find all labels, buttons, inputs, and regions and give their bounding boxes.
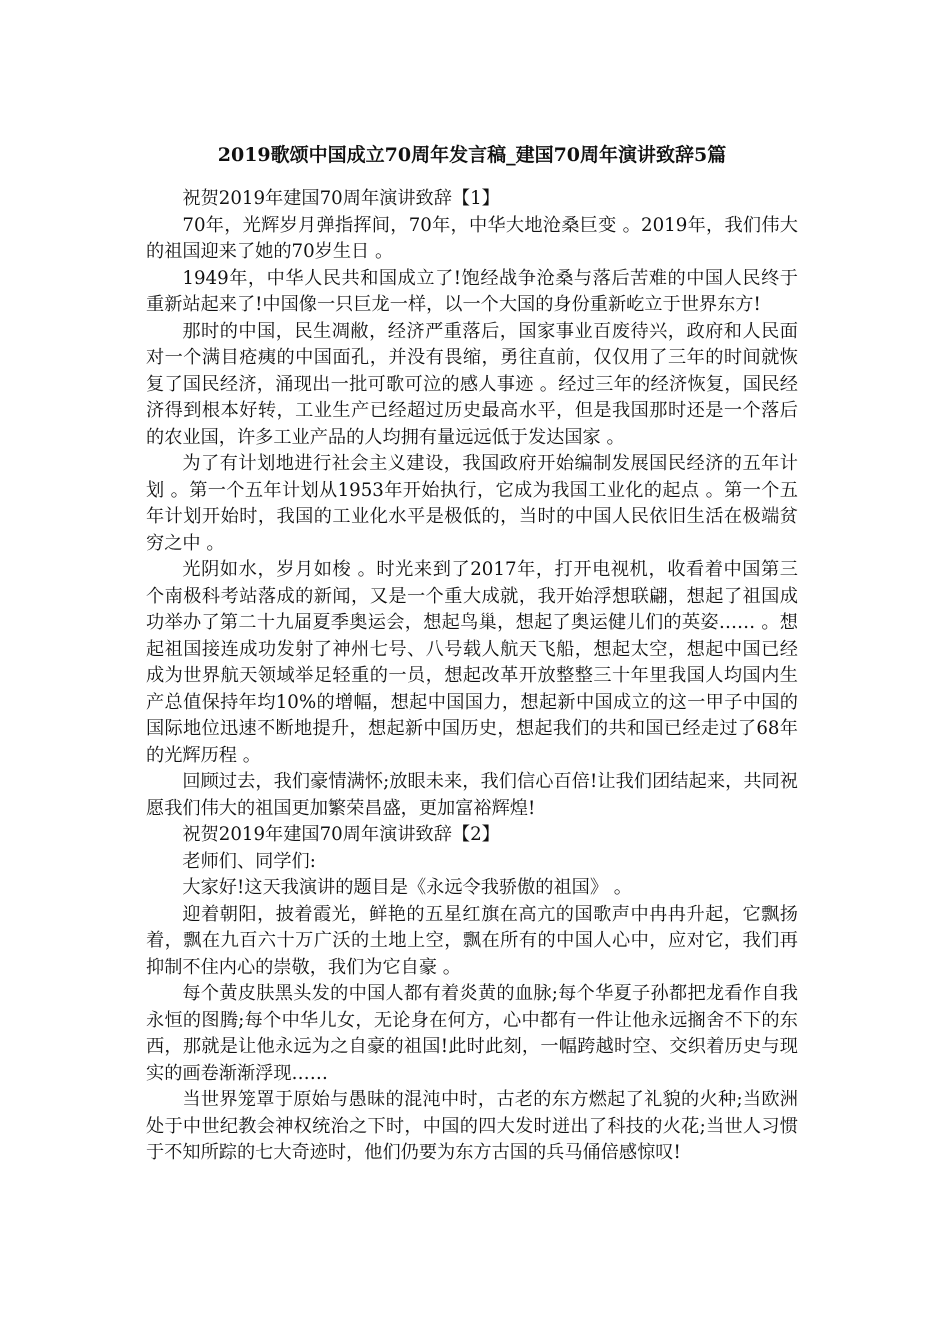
paragraph: 光阴如水，岁月如梭 。时光来到了2017年，打开电视机，收看着中国第三个南极科考站落成的新闻，又是一个重大成就，我开始浮想联翩，想起了祖国成功举办了第二十九届夏季奥运会，想起鸟巢，想起了奥运健儿们的英姿…… 。想起祖国接连成功发射了神州七号、八号载人航天飞船，想起太空，想起中国已经成为世界航天领域举足轻重的一员，想起改革开放整整三十年里我国人均国内生产总值保持年均10%的增幅，想起中国国力，想起新中国成立的这一甲子中国的国际地位迅速不断地提升，想起新中国历史，想起我们的共和国已经走过了68年的光辉历程 。 bbox=[146, 559, 798, 766]
document-body bbox=[146, 186, 798, 1167]
section-heading-1: 祝贺2019年建国70周年演讲致辞【1】 bbox=[182, 188, 500, 209]
paragraph: 70年，光辉岁月弹指挥间，70年，中华大地沧桑巨变 。2019年，我们伟大的祖国迎来了她的70岁生日 。 bbox=[146, 214, 798, 262]
paragraph: 为了有计划地进行社会主义建设，我国政府开始编制发展国民经济的五年计划 。第一个五年计划从1953年开始执行，它成为我国工业化的起点 。第一个五年计划开始时，我国的工业化水平是极低的，当时的中国人民依旧生活在极端贫穷之中 。 bbox=[146, 453, 798, 554]
document-page bbox=[146, 140, 798, 1167]
salutation: 老师们、同学们: bbox=[182, 850, 316, 872]
section-heading-2: 祝贺2019年建国70周年演讲致辞【2】 bbox=[182, 824, 500, 845]
document-title: 2019歌颂中国成立70周年发言稿_建国70周年演讲致辞5篇 bbox=[217, 144, 727, 166]
paragraph: 回顾过去，我们豪情满怀;放眼未来，我们信心百倍!让我们团结起来，共同祝愿我们伟大的祖国更加繁荣昌盛，更加富裕辉煌! bbox=[146, 771, 798, 819]
paragraph: 当世界笼罩于原始与愚昧的混沌中时，古老的东方燃起了礼貌的火种;当欧洲处于中世纪教会神权统治之下时，中国的四大发时迸出了科技的火花;当世人习惯于不知所踪的七大奇迹时，他们仍要为东方古国的兵马俑倍感惊叹! bbox=[146, 1089, 798, 1163]
paragraph: 那时的中国，民生凋敝，经济严重落后，国家事业百废待兴，政府和人民面对一个满目疮痍的中国面孔，并没有畏缩，勇往直前，仅仅用了三年的时间就恢复了国民经济，涌现出一批可歌可泣的感人事迹 。经过三年的经济恢复，国民经济得到根本好转，工业生产已经超过历史最高水平，但是我国那时还是一个落后的农业国，许多工业产品的人均拥有量远远低于发达国家 。 bbox=[146, 320, 798, 448]
paragraph: 每个黄皮肤黑头发的中国人都有着炎黄的血脉;每个华夏子孙都把龙看作自我永恒的图腾;每个中华儿女，无论身在何方，心中都有一件让他永远搁舍不下的东西，那就是让他永远为之自豪的祖国!此时此刻，一幅跨越时空、交织着历史与现实的画卷渐渐浮现…… bbox=[146, 983, 798, 1084]
paragraph: 大家好!这天我演讲的题目是《永远令我骄傲的祖国》 。 bbox=[182, 877, 632, 898]
paragraph: 1949年，中华人民共和国成立了!饱经战争沧桑与落后苦难的中国人民终于重新站起来了!中国像一只巨龙一样，以一个大国的身份重新屹立于世界东方! bbox=[146, 267, 798, 315]
paragraph: 迎着朝阳，披着霞光，鲜艳的五星红旗在高亢的国歌声中冉冉升起，它飘扬着，飘在九百六十万广沃的土地上空，飘在所有的中国人心中，应对它，我们再抑制不住内心的崇敬，我们为它自豪 。 bbox=[146, 903, 798, 978]
